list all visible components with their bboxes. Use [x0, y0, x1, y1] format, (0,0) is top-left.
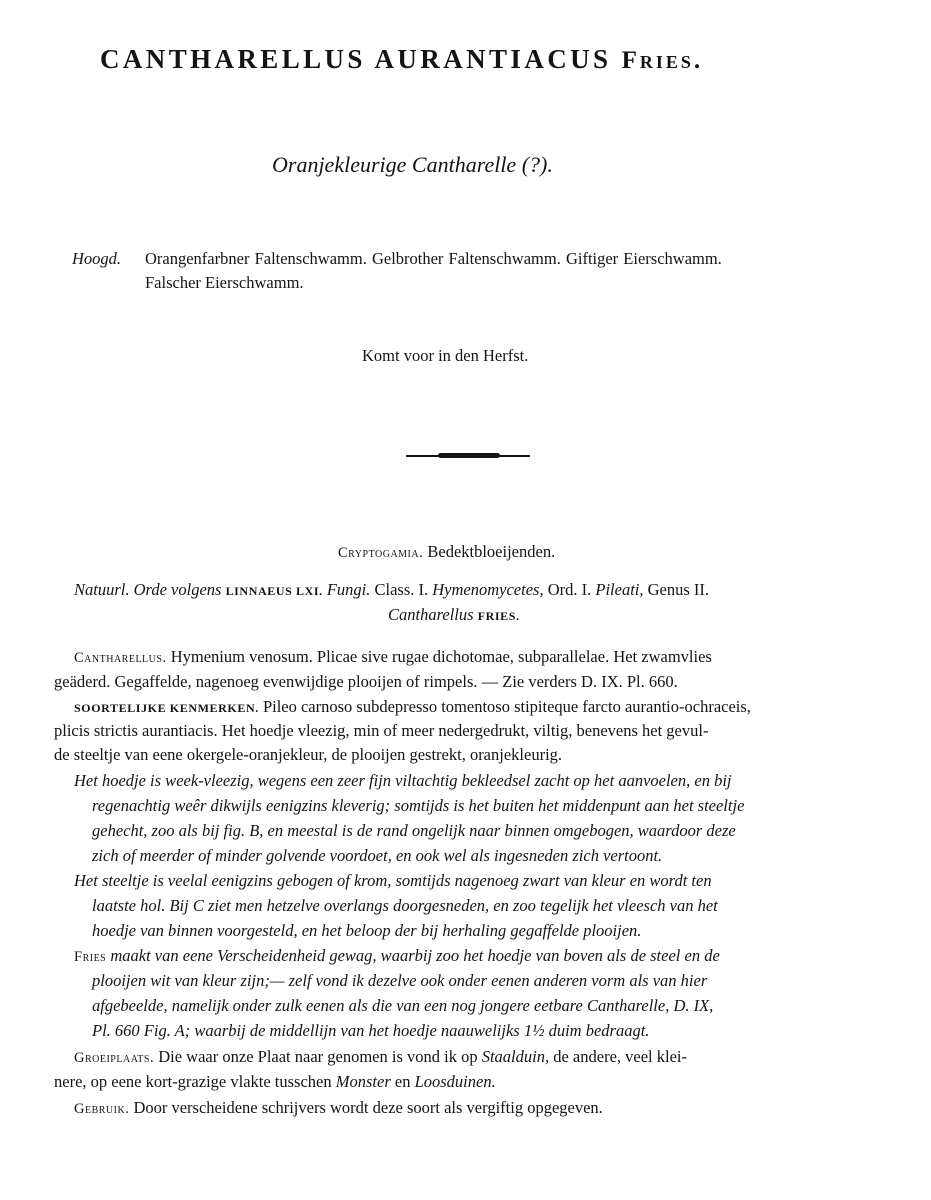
cantharellus-name: Cantharellus — [388, 605, 474, 624]
genus-heading: Cantharellus. — [74, 650, 167, 666]
place-staalduin: Staalduin, — [481, 1047, 550, 1066]
genus-line-1 — [74, 646, 712, 669]
desc-p1-line-4: zich of meerder of minder golvende voordoet, en ook wel als ingesneden zich vertoont. — [92, 846, 663, 865]
characteristics-line-2: plicis strictis aurantiacis. Het hoedje vleezig, min of meer nedergedrukt, viltig, benevens het gevul- — [54, 721, 709, 740]
class-label: Class. I. — [374, 580, 429, 599]
desc-p3-text-1: maakt van eene Verscheidenheid gewag, waarbij zoo het hoedje van boven als de steel en de — [110, 946, 720, 965]
fries-label: Fries — [74, 949, 107, 965]
pileati-label: Pileati, — [595, 580, 644, 599]
habitat-line-2 — [54, 1071, 496, 1093]
ornamental-rule-center — [438, 453, 500, 458]
title-author: Fries. — [621, 47, 704, 74]
season-note: Komt voor in den Herfst. — [362, 346, 529, 365]
desc-p3-line-3: afgebeelde, namelijk onder zulk eenen als die van een nog jongere eetbare Cantharelle, D. IX, — [92, 996, 714, 1015]
desc-p3-line-2: plooijen wit van kleur zijn;— zelf vond ik dezelve ook onder eenen anderen vorm als van hier — [92, 971, 708, 990]
desc-p2-line-1: Het steeltje is veelal eenigzins gebogen of krom, somtijds nagenoeg zwart van kleur en wordt ten — [74, 871, 712, 890]
habitat-text-2: de andere, veel klei- — [553, 1047, 687, 1066]
page-title — [100, 44, 703, 75]
fries-ref: FRIES. — [477, 609, 520, 623]
place-monster: Monster — [335, 1072, 391, 1091]
place-loosduinen: Loosduinen. — [414, 1072, 496, 1091]
desc-p3-line-1 — [74, 945, 720, 968]
use-line — [74, 1097, 603, 1120]
classification-line-1 — [338, 541, 555, 564]
use-heading: Gebruik. — [74, 1101, 130, 1117]
characteristics-line-3: de steeltje van eene okergele-oranjekleur, de plooijen gestrekt, oranjekleurig. — [54, 745, 563, 764]
genus-label: Genus II. — [647, 580, 710, 599]
cryptogamia-label: Cryptogamia. — [338, 545, 424, 561]
desc-p2-line-3: hoedje van binnen voorgesteld, en het beloop der bij herhaling gegaffelde plooijen. — [92, 921, 642, 940]
natuurl-label: Natuurl. — [74, 580, 130, 599]
fungi-label: Fungi. — [326, 580, 371, 599]
desc-p2-line-2: laatste hol. Bij C ziet men hetzelve overlangs doorgesneden, en zoo tegelijk het vleesch van het — [92, 896, 718, 915]
linnaeus-ref: LINNAEUS LXI. — [225, 584, 323, 598]
ord-label: Ord. I. — [547, 580, 592, 599]
orde-volgens: Orde volgens — [133, 580, 222, 599]
desc-p1-line-3: gehecht, zoo als bij fig. B, en meestal is de rand ongelijk naar binnen omgebogen, waardoor deze — [92, 821, 736, 840]
characteristics-heading: SOORTELIJKE KENMERKEN. — [74, 701, 259, 715]
genus-line-2: geäderd. Gegaffelde, nagenoeg evenwijdige plooijen of rimpels. — Zie verders D. IX. Pl. 660. — [54, 672, 678, 691]
habitat-and: en — [394, 1072, 411, 1091]
hymenomycetes-label: Hymenomycetes, — [432, 580, 544, 599]
habitat-text-3: nere, op eene kort-grazige vlakte tusschen — [54, 1072, 332, 1091]
characteristics-text-1: Pileo carnoso subdepresso tomentoso stipiteque farcto aurantio-ochraceis, — [262, 697, 751, 716]
synonyms-line-1: Orangenfarbner Faltenschwamm. Gelbrother Faltenschwamm. Giftiger Eierschwamm. — [145, 249, 722, 268]
desc-p1-line-1: Het hoedje is week-vleezig, wegens een zeer fijn viltachtig bekleedsel zacht op het aanvoelen, en bij — [74, 771, 732, 790]
synonyms-label: Hoogd. — [72, 249, 122, 268]
habitat-heading: Groeiplaats. — [74, 1050, 155, 1066]
desc-p1-line-2: regenachtig weêr dikwijls eenigzins kleverig; somtijds is het buiten het middenpunt aan het steeltje — [92, 796, 745, 815]
dutch-name: Oranjekleurige Cantharelle (?). — [272, 152, 553, 177]
habitat-text-1: Die waar onze Plaat naar genomen is vond ik op — [158, 1047, 478, 1066]
genus-text-1: Hymenium venosum. Plicae sive rugae dichotomae, subparallelae. Het zwamvlies — [170, 647, 712, 666]
desc-p3-line-4: Pl. 660 Fig. A; waarbij de middellijn van het hoedje naauwelijks 1½ duim bedraagt. — [92, 1021, 650, 1040]
classification-line-2 — [74, 579, 709, 602]
title-main: CANTHARELLUS AURANTIACUS — [100, 44, 612, 74]
synonyms-line-2: Falscher Eierschwamm. — [145, 273, 304, 292]
classification-line-3 — [388, 604, 520, 627]
characteristics-line-1 — [74, 696, 751, 719]
use-text: Door verscheidene schrijvers wordt deze soort als vergiftig opgegeven. — [133, 1098, 603, 1117]
habitat-line-1 — [74, 1046, 687, 1069]
cryptogamia-text: Bedektbloeijenden. — [427, 542, 556, 561]
